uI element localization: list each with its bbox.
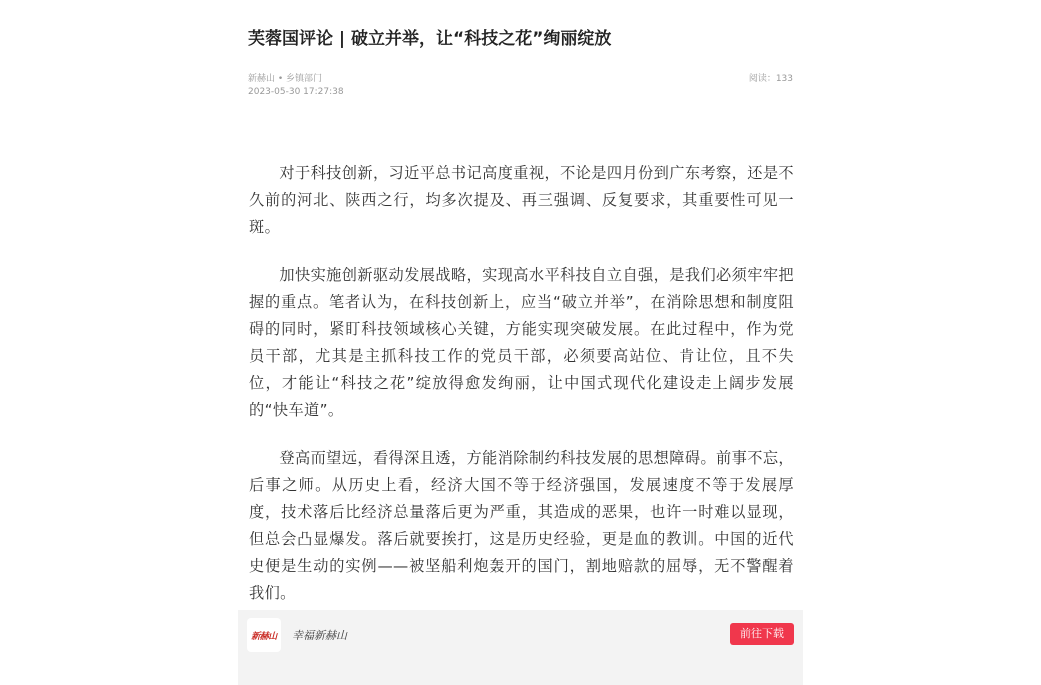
article: [238, 0, 803, 685]
article-datetime: 2023-05-30 17:27:38: [248, 87, 344, 97]
paragraph: 登高而望远，看得深且透，方能消除制约科技发展的思想障碍。前事不忘，后事之师。从历史上看，经济大国不等于经济强国，发展速度不等于发展厚度，技术落后比经济总量落后更为严重，其造成的恶果，也许一时难以显现，但总会凸显爆发。落后就要挨打，这是历史经验，更是血的教训。中国的近代史便是生动的实例——被坚船利炮轰开的国门，割地赔款的屈辱，无不警醒着我们。: [249, 449, 794, 602]
read-count: 阅读：133: [748, 74, 793, 84]
paragraph: 加快实施创新驱动发展战略，实现高水平科技自立自强，是我们必须牢牢把握的重点。笔者认为，在科技创新上，应当“破立并举”，在消除思想和制度阻碍的同时，紧盯科技领域核心关键，方能实现突破发展。在此过程中，作为党员干部，尤其是主抓科技工作的党员干部，必须要高站位、肯让位，且不失位，才能让“科技之花”绽放得愈发绚丽，让中国式现代化建设走上阔步发展的“快车道”。: [249, 266, 794, 419]
app-download-bar: [238, 610, 803, 685]
app-name: 幸福新赫山: [292, 629, 347, 642]
app-logo: 新赫山: [247, 618, 281, 652]
article-title: 芙蓉国评论 | 破立并举，让“科技之花”绚丽绽放: [248, 29, 612, 49]
article-source: 新赫山 • 乡镇部门: [248, 74, 323, 84]
paragraph: 对于科技创新，习近平总书记高度重视，不论是四月份到广东考察，还是不久前的河北、陕西之行，均多次提及、再三强调、反复要求，其重要性可见一斑。: [249, 164, 794, 236]
article-body: [249, 160, 794, 628]
article-meta: [248, 73, 344, 99]
download-button[interactable]: 前往下载: [730, 623, 794, 645]
